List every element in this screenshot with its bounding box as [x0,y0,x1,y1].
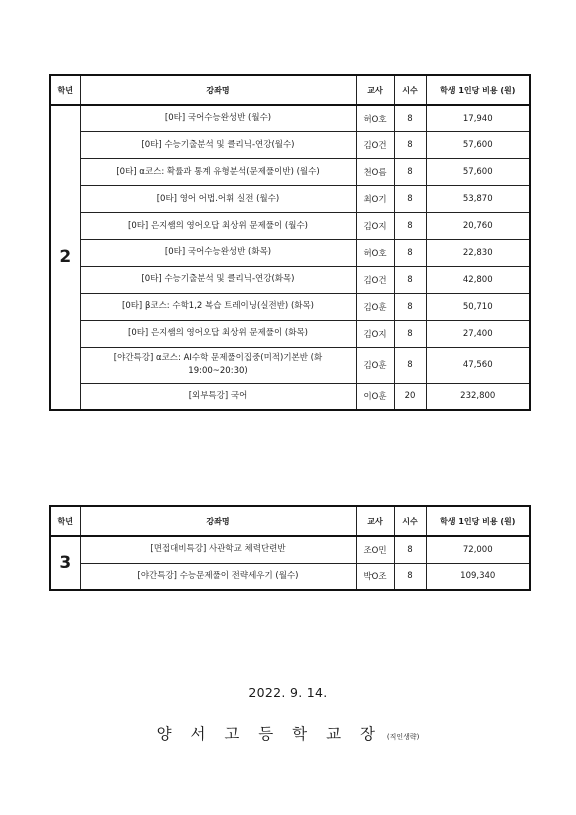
signature-line [0,722,576,744]
cost-value: 22,830 [426,239,530,266]
teacher-name: 김O지 [356,320,394,347]
grade-cell: 2 [50,105,80,410]
table-header-row [50,506,530,536]
cost-value: 57,600 [426,159,530,186]
teacher-name: 김O건 [356,266,394,293]
teacher-name: 김O건 [356,132,394,159]
header-teacher: 교사 [356,75,394,105]
header-teacher: 교사 [356,506,394,536]
course-name: [0타] 수능기출분석 및 클리닉-연강(화목) [80,266,356,293]
principal-signature: 양 서 고 등 학 교 장 [156,725,382,743]
teacher-name: 조O민 [356,536,394,563]
issue-date: 2022. 9. 14. [248,685,328,700]
cost-value: 232,800 [426,383,530,410]
header-hours: 시수 [394,75,426,105]
cost-value: 27,400 [426,320,530,347]
hours-value: 8 [394,132,426,159]
teacher-name: 허O호 [356,239,394,266]
course-name: [야간특강] α코스: AI수학 문제풀이집중(미적)기본반 (화 19:00~20:30) [80,347,356,383]
hours-value: 8 [394,213,426,240]
hours-value: 8 [394,159,426,186]
teacher-name: 김O지 [356,213,394,240]
teacher-name: 천O름 [356,159,394,186]
header-cost: 학생 1인당 비용 (원) [426,75,530,105]
course-name: [면접대비특강] 사관학교 체력단련반 [80,536,356,563]
course-name: [야간특강] 수능문제풀이 전략세우기 (월수) [80,563,356,590]
cost-value: 42,800 [426,266,530,293]
cost-value: 20,760 [426,213,530,240]
cost-value: 109,340 [426,563,530,590]
course-name: [0타] β코스: 수학1,2 복습 트레이닝(실전반) (화목) [80,293,356,320]
table-row [50,536,530,563]
course-name: [0타] α코스: 확률과 통계 유형분석(문제풀이반) (월수) [80,159,356,186]
table-row [50,105,530,132]
table-row [50,383,530,410]
course-table-grade-3 [49,505,531,591]
table-row [50,239,530,266]
table-row [50,186,530,213]
teacher-name: 이O훈 [356,383,394,410]
teacher-name: 김O훈 [356,293,394,320]
table-row [50,293,530,320]
header-hours: 시수 [394,506,426,536]
seal-omitted-note: (직인생략) [386,733,420,741]
table-row [50,320,530,347]
teacher-name: 박O조 [356,563,394,590]
cost-value: 53,870 [426,186,530,213]
course-table-grade-2 [49,74,531,411]
teacher-name: 김O훈 [356,347,394,383]
header-course: 강좌명 [80,506,356,536]
teacher-name: 허O호 [356,105,394,132]
cost-value: 17,940 [426,105,530,132]
table-row [50,132,530,159]
table-header-row [50,75,530,105]
course-name: [0타] 은지쌤의 영어오답 최상위 문제풀이 (월수) [80,213,356,240]
hours-value: 8 [394,266,426,293]
course-name: [0타] 은지쌤의 영어오답 최상위 문제풀이 (화목) [80,320,356,347]
course-name: [외부특강] 국어 [80,383,356,410]
cost-value: 57,600 [426,132,530,159]
grade-cell: 3 [50,536,80,590]
course-name: [0타] 국어수능완성반 (월수) [80,105,356,132]
table-row [50,347,530,383]
cost-value: 50,710 [426,293,530,320]
header-cost: 학생 1인당 비용 (원) [426,506,530,536]
hours-value: 8 [394,105,426,132]
table-row [50,159,530,186]
hours-value: 8 [394,320,426,347]
course-name: [0타] 국어수능완성반 (화목) [80,239,356,266]
course-name: [0타] 수능기출분석 및 클리닉-연강(월수) [80,132,356,159]
hours-value: 8 [394,293,426,320]
header-grade: 학년 [50,75,80,105]
cost-value: 47,560 [426,347,530,383]
hours-value: 8 [394,536,426,563]
teacher-name: 최O기 [356,186,394,213]
header-course: 강좌명 [80,75,356,105]
hours-value: 8 [394,347,426,383]
table-row [50,213,530,240]
header-grade: 학년 [50,506,80,536]
table-row [50,266,530,293]
table-row [50,563,530,590]
course-name: [0타] 영어 어법.어휘 실전 (월수) [80,186,356,213]
hours-value: 8 [394,186,426,213]
hours-value: 8 [394,563,426,590]
cost-value: 72,000 [426,536,530,563]
hours-value: 20 [394,383,426,410]
hours-value: 8 [394,239,426,266]
